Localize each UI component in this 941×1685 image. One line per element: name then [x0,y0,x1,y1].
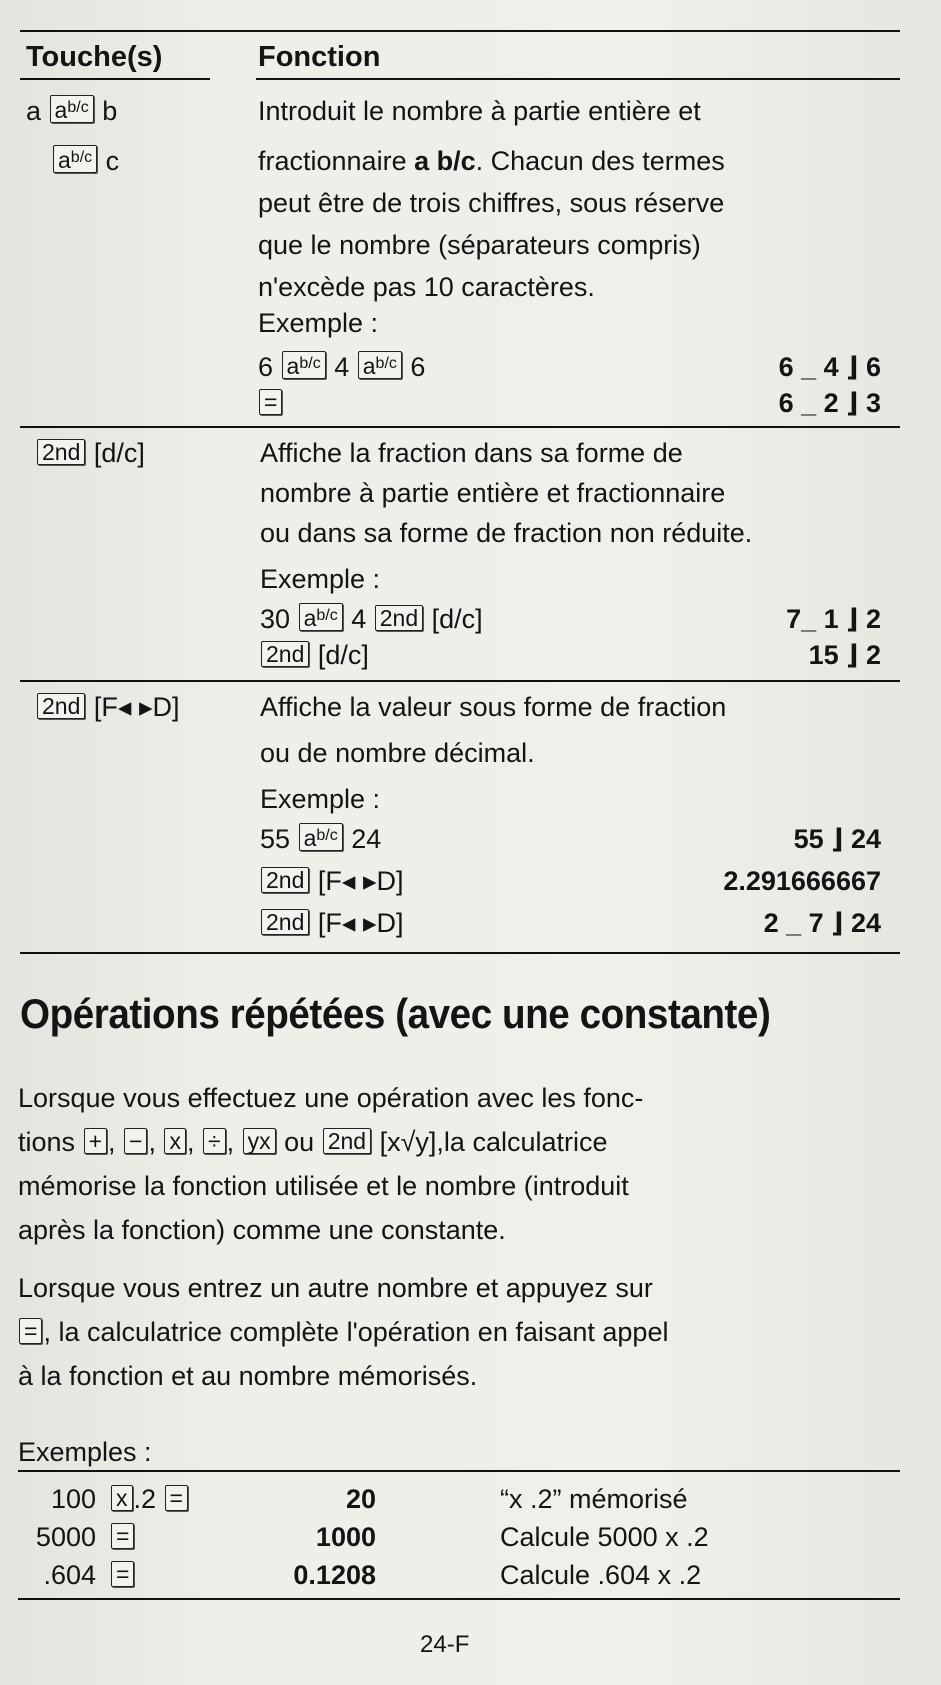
row2-desc-1: Affiche la fraction dans sa forme de [260,438,683,468]
examples-bottom-rule [18,1598,900,1600]
example-row-3-keys [110,1558,135,1592]
section-title: Opérations répétées (avec une constante) [20,990,771,1037]
equals-key: = [19,1318,42,1344]
plus-key: + [84,1128,107,1154]
example-row-2-input: 5000 [35,1522,96,1552]
row3-result-3: 2 _ 7 ⌋ 24 [763,908,881,938]
example-row-3-input: .604 [43,1560,96,1590]
para1-line4: après la fonction) comme une constante. [18,1215,506,1245]
abc-key: $a^{b/c}$ [299,823,343,851]
example-row-3-note: Calcule .604 x .2 [500,1560,702,1590]
row1-result-1: 6 _ 4 ⌋ 6 [778,352,881,382]
row3-example-2: 2nd [F◂ ▸D] [260,864,404,898]
example-row-1-note: “x .2” mémorisé [500,1484,688,1514]
row1-example-label: Exemple : [258,308,379,338]
para1-line3: mémorise la fonction utilisée et le nombre (introduit [18,1171,629,1201]
abc-key: $a^{b/c}$ [53,145,97,173]
abc-key: $a^{b/c}$ [299,603,343,631]
equals-key: = [165,1485,188,1511]
row3-desc-2: ou de nombre décimal. [260,738,535,768]
equals-key: = [111,1561,134,1587]
header-underline-2 [256,78,900,80]
second-key: 2nd [37,693,85,719]
para1-line1: Lorsque vous effectuez une opération avec les fonc- [18,1083,644,1113]
abc-key: $a^{b/c}$ [50,95,94,123]
root-function: [x√y] [379,1127,437,1157]
row2-divider [20,680,900,682]
example-row-1-keys: x .2 = [110,1482,189,1516]
examples-label: Exemples : [18,1437,152,1467]
row1-desc-5: n'excède pas 10 caractères. [258,272,595,302]
times-key: x [111,1485,133,1511]
row2-result-2: 15 ⌋ 2 [808,640,881,670]
row3-example-1: 55 $a^{b/c}$ 24 [260,824,382,854]
abc-key: $a^{b/c}$ [358,351,402,379]
example-row-2-note: Calcule 5000 x .2 [500,1522,709,1552]
row1-desc-3: peut être de trois chiffres, sous réserve [258,188,725,218]
row2-example-label: Exemple : [260,564,381,594]
para2-line3: à la fonction et au nombre mémorisés. [18,1361,478,1391]
row1-divider [20,426,900,428]
row1-keys-line2: $a^{b/c}$ c [52,144,119,178]
row1-desc-1: Introduit le nombre à partie entière et [258,96,701,126]
abc-key: $a^{b/c}$ [282,351,326,379]
row2-desc-2: nombre à partie entière et fractionnaire [260,478,726,508]
second-key: 2nd [261,867,309,893]
header-keys: Touche(s) [26,41,163,73]
divide-key: ÷ [203,1128,226,1154]
examples-top-rule [18,1470,900,1472]
header-function: Fonction [258,41,381,73]
top-rule [20,30,900,32]
row3-example-3: 2nd [F◂ ▸D] [260,906,404,940]
para2-line1: Lorsque vous entrez un autre nombre et appuyez sur [18,1273,653,1303]
row3-desc-1: Affiche la valeur sous forme de fraction [260,692,727,722]
header-underline-1 [20,78,210,80]
row2-example-2: 2nd [d/c] [260,638,369,672]
equals-key: = [259,389,282,415]
second-key: 2nd [37,439,85,465]
row2-desc-3: ou dans sa forme de fraction non réduite. [260,518,753,548]
row2-example-1: 30 $a^{b/c}$ 4 2nd [d/c] [260,604,483,634]
example-row-1-input: 100 [50,1484,96,1514]
table-bottom-rule [20,952,900,954]
times-key: x [164,1128,186,1154]
row3-result-2: 2.291666667 [723,866,881,896]
example-row-1-result: 20 [345,1484,376,1514]
row1-desc-2: fractionnaire a b/c. Chacun des termes [258,146,725,176]
second-key: 2nd [375,605,423,631]
example-row-2-keys [110,1520,135,1554]
row3-keys: 2nd [F◂ ▸D] [36,690,180,724]
row1-example-1: 6 $a^{b/c}$ 4 $a^{b/c}$ 6 [258,352,426,382]
second-key: 2nd [261,909,309,935]
example-row-3-result: 0.1208 [293,1560,376,1590]
second-key: 2nd [261,641,309,667]
para2-line2: = , la calculatrice complète l'opération en faisant appel [18,1310,668,1354]
row1-result-2: 6 _ 2 ⌋ 3 [778,388,881,418]
para1-line2: tions + , − , x , ÷ , yx ou 2nd [x√y],la calculatrice [18,1127,608,1157]
minus-key: − [124,1128,147,1154]
row1-example-2 [258,386,283,420]
row1-keys-line1: a $a^{b/c}$ b [26,96,118,126]
row3-result-1: 55 ⌋ 24 [793,824,881,854]
second-key: 2nd [323,1128,371,1154]
page-number: 24-F [420,1631,470,1658]
power-key: yx [243,1128,276,1154]
row2-keys: 2nd [d/c] [36,436,145,470]
row1-desc-4: que le nombre (séparateurs compris) [258,230,701,260]
row3-example-label: Exemple : [260,784,381,814]
equals-key: = [111,1523,134,1549]
example-row-2-result: 1000 [315,1522,376,1552]
row2-result-1: 7_ 1 ⌋ 2 [786,604,881,634]
